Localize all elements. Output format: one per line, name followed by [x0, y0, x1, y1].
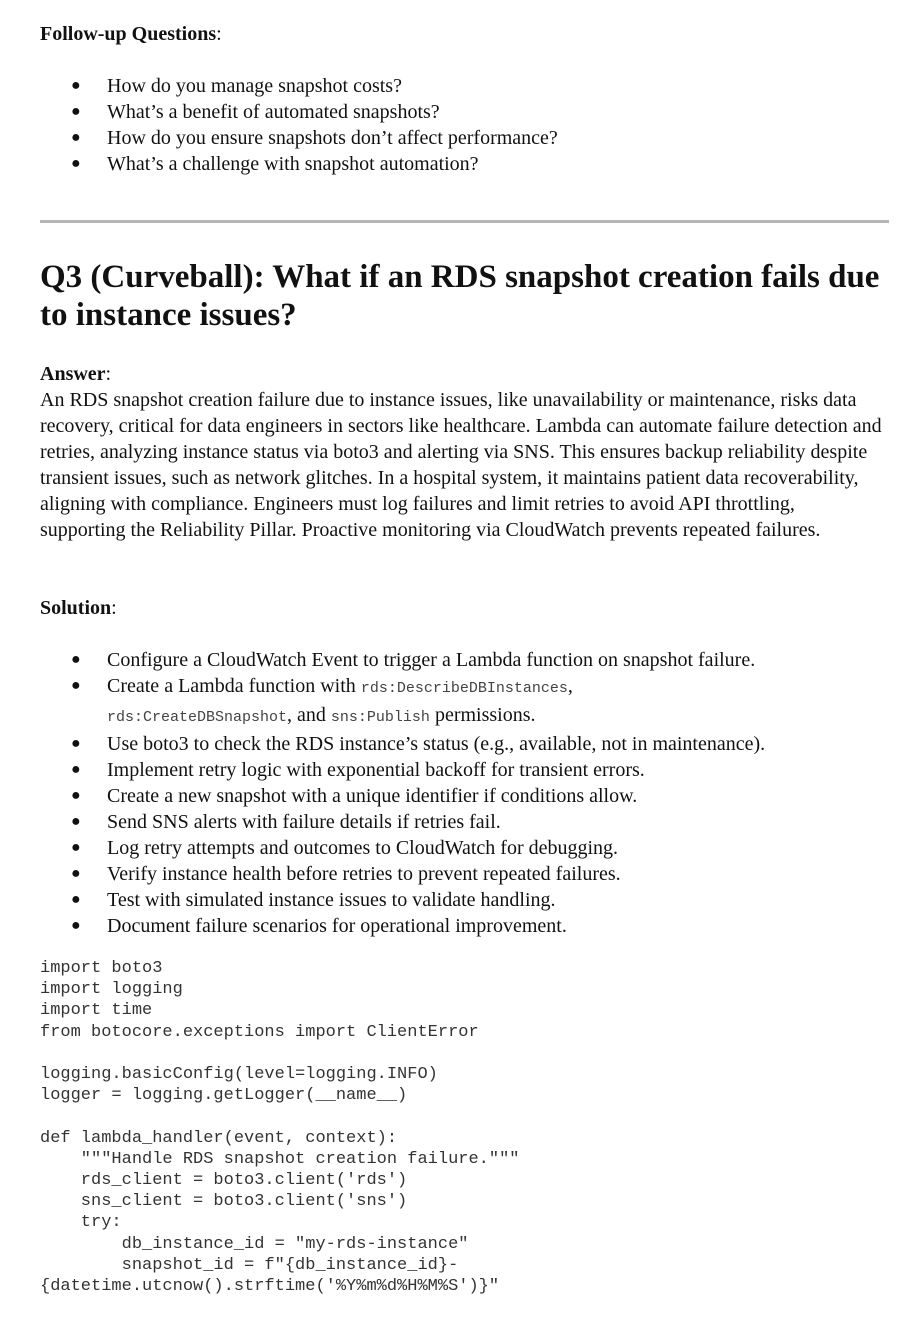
bullet-icon: ● — [71, 677, 81, 694]
list-item-text: Send SNS alerts with failure details if retries fail. — [107, 811, 501, 833]
code-line: rds_client = boto3.client('rds') — [40, 1171, 408, 1190]
code-line: logging.basicConfig(level=logging.INFO) — [40, 1065, 438, 1084]
code-line: sns_client = boto3.client('sns') — [40, 1192, 408, 1212]
horizontal-divider — [40, 220, 889, 223]
code-line: import logging — [40, 980, 183, 1000]
bullet-icon: ● — [71, 917, 81, 934]
bullet-icon: ● — [71, 761, 81, 778]
list-item-text: Use boto3 to check the RDS instance’s status (e.g., available, not in maintenance). — [107, 733, 766, 755]
permissions-suffix: permissions. — [429, 704, 536, 726]
bullet-icon: ● — [71, 77, 81, 94]
answer-paragraph: An RDS snapshot creation failure due to instance issues, like unavailability or maintenance, risks data recovery, critical for data engineers in sectors like healthcare. Lambda can automate failure detection and retries, analyzing instance status via boto3 and alerting via SNS. This ensures backup reliability despite transient issues, such as network glitches. In a hospital system, it maintains patient data recoverability, aligning with compliance. Engineers must log failures and limit retries to avoid API throttling, supporting the Reliability Pillar. Proactive monitoring via CloudWatch prevents repeated failures. — [40, 389, 882, 541]
answer-label: Answer — [40, 363, 106, 385]
answer-colon: : — [105, 363, 112, 385]
permissions-prefix: Create a Lambda function with — [107, 675, 361, 697]
solution-list — [40, 647, 890, 939]
list-item — [40, 757, 890, 783]
bullet-icon: ● — [71, 129, 81, 146]
code-line — [40, 1043, 519, 1064]
list-item — [40, 783, 890, 809]
followup-colon: : — [216, 23, 222, 45]
separator: , and — [287, 704, 331, 726]
bullet-icon: ● — [71, 651, 81, 668]
list-item — [40, 861, 890, 887]
code-line: def lambda_handler(event, context): — [40, 1128, 398, 1148]
solution-label: Solution — [40, 597, 112, 619]
permission-create-db-snapshot: rds:CreateDBSnapshot — [107, 709, 288, 726]
bullet-icon: ● — [71, 891, 81, 908]
code-line: db_instance_id = "my-rds-instance" — [40, 1234, 469, 1254]
code-line — [40, 1106, 519, 1127]
permission-sns-publish: sns:Publish — [330, 709, 430, 726]
bullet-icon: ● — [71, 813, 81, 830]
list-item-text: How do you ensure snapshots don’t affect performance? — [107, 127, 558, 149]
followup-label: Follow-up Questions — [40, 23, 217, 45]
separator: , — [567, 675, 573, 697]
bullet-icon: ● — [71, 155, 81, 172]
solution-colon: : — [111, 597, 117, 619]
code-line: import time — [40, 1001, 153, 1021]
code-block — [40, 958, 519, 1297]
list-item-text: What’s a benefit of automated snapshots? — [107, 101, 440, 123]
list-item — [40, 125, 890, 151]
followup-list — [40, 73, 890, 177]
list-item — [40, 151, 890, 177]
permission-describe-db-instances: rds:DescribeDBInstances — [360, 680, 568, 697]
answer-heading — [40, 361, 111, 387]
bullet-icon: ● — [71, 865, 81, 882]
bullet-icon: ● — [71, 839, 81, 856]
list-item-text: Log retry attempts and outcomes to CloudWatch for debugging. — [107, 837, 619, 859]
list-item-text: Implement retry logic with exponential backoff for transient errors. — [107, 759, 645, 781]
list-item — [40, 673, 890, 731]
list-item — [40, 887, 890, 913]
bullet-icon: ● — [71, 787, 81, 804]
list-item-text: How do you manage snapshot costs? — [107, 75, 402, 97]
list-item-text: Create a new snapshot with a unique identifier if conditions allow. — [107, 785, 638, 807]
code-line: {datetime.utcnow().strftime('%Y%m%d%H%M%S')}" — [40, 1277, 500, 1297]
code-line: import boto3 — [40, 959, 163, 978]
code-line: """Handle RDS snapshot creation failure.""" — [40, 1149, 520, 1169]
list-item-text: Configure a CloudWatch Event to trigger a Lambda function on snapshot failure. — [107, 649, 756, 671]
list-item — [40, 647, 890, 673]
list-item — [40, 73, 890, 99]
code-line: from botocore.exceptions import ClientError — [40, 1022, 479, 1042]
followup-heading — [40, 21, 222, 47]
solution-heading — [40, 595, 117, 621]
list-item-text: Test with simulated instance issues to validate handling. — [107, 889, 556, 911]
list-item — [40, 99, 890, 125]
bullet-icon: ● — [71, 735, 81, 752]
list-item — [40, 913, 890, 939]
bullet-icon: ● — [71, 103, 81, 120]
list-item — [40, 731, 890, 757]
list-item-text: What’s a challenge with snapshot automation? — [107, 153, 479, 175]
list-item-text — [107, 675, 573, 726]
code-line: snapshot_id = f"{db_instance_id}- — [40, 1255, 459, 1275]
question-title: Q3 (Curveball): What if an RDS snapshot creation fails due to instance issues? — [40, 259, 880, 333]
list-item — [40, 809, 890, 835]
list-item-text: Verify instance health before retries to prevent repeated failures. — [107, 863, 621, 885]
code-line: try: — [40, 1213, 122, 1233]
code-line: logger = logging.getLogger(__name__) — [40, 1086, 408, 1106]
list-item — [40, 835, 890, 861]
list-item-text: Document failure scenarios for operational improvement. — [107, 915, 567, 937]
